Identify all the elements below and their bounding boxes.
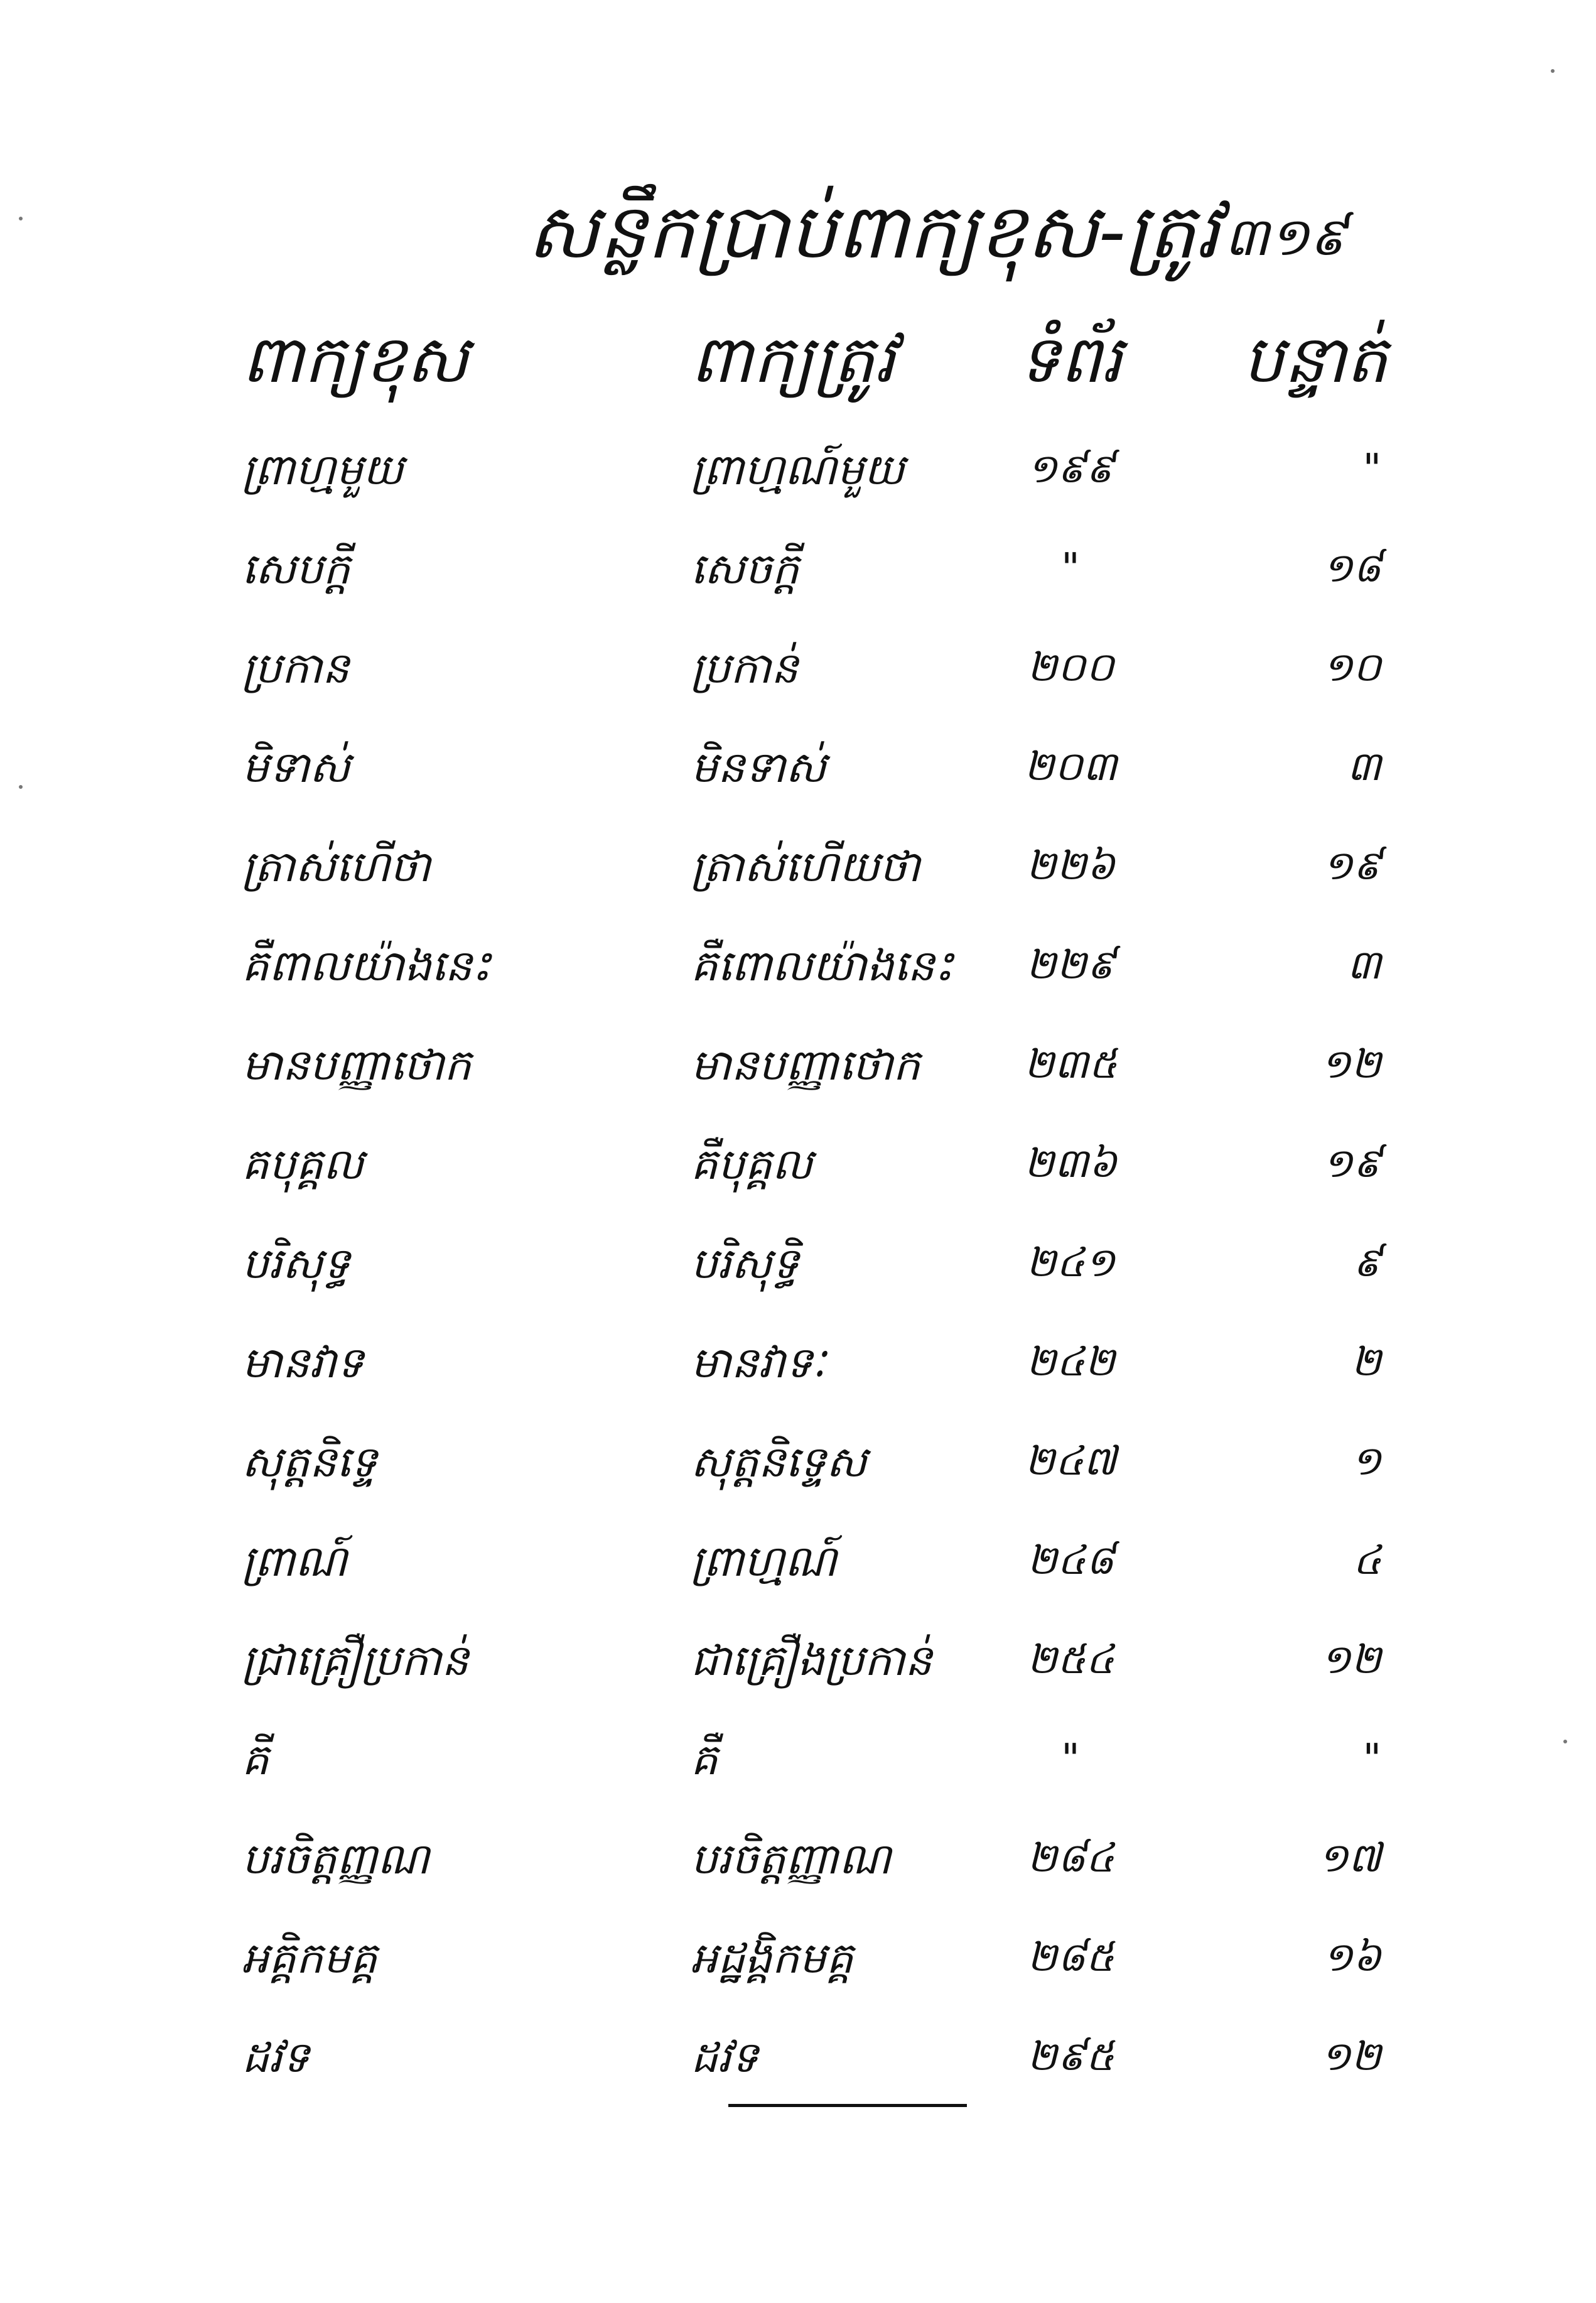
line-ref: ១៩ <box>1322 843 1381 889</box>
page-ref: ២៣៦ <box>1023 1141 1118 1187</box>
line-ref: ១២ <box>1320 1637 1381 1683</box>
wrong-word: គឺពាលយ៉ាងនេះ <box>242 941 491 991</box>
page-ref: ២៤៨ <box>1027 1537 1114 1584</box>
page-ref: ២០០ <box>1027 644 1114 691</box>
wrong-word: បរចិត្តញ្ញណ <box>242 1834 429 1884</box>
correct-word: គឺបុគ្គល <box>691 1140 813 1189</box>
page-ref: ២៤២ <box>1025 1339 1116 1385</box>
correct-word: មានវាទៈ <box>691 1338 826 1388</box>
wrong-word: សុត្តនិទ្ទេ <box>242 1438 377 1487</box>
line-ref: ១៧ <box>1318 1835 1381 1882</box>
line-ref: ៩ <box>1352 1240 1381 1286</box>
wrong-word: មានវាទ <box>242 1338 364 1388</box>
wrong-word: ព្រាណ៍ <box>242 1537 348 1586</box>
correct-word: មិនទាស់ <box>691 743 826 793</box>
wrong-word: បរិសុទ្ធ <box>242 1239 350 1289</box>
correct-word: អដ្ឋង្គិកមគ្គ <box>691 1934 853 1983</box>
wrong-word: មានបញ្ញាថោក <box>242 1041 472 1090</box>
correct-word: ប្រកាន់ <box>691 644 799 693</box>
wrong-word: អគ្គិកមគ្គ <box>242 1934 377 1983</box>
scan-speck <box>1551 69 1555 73</box>
wrong-word: ដវទ <box>242 2033 310 2083</box>
correct-word: សេចក្តី <box>691 545 799 594</box>
wrong-word: គី <box>242 1735 269 1785</box>
page-ref: ២០៣ <box>1023 744 1118 790</box>
correct-word: ដវទ <box>691 2033 758 2083</box>
line-ref: ១ <box>1351 1438 1381 1485</box>
page-ref: ១៩៩ <box>1027 446 1114 492</box>
page-title: សន្លឹកប្រាប់ពាក្យខុស-ត្រូវ <box>527 188 1220 276</box>
line-ref: " <box>1362 446 1381 492</box>
correct-word: សុត្តនិទ្ទេស <box>691 1438 867 1487</box>
closing-rule <box>728 2104 967 2107</box>
wrong-word: មិទាស់ <box>242 743 350 793</box>
header-correct-word: ពាក្យត្រូវ <box>691 321 896 398</box>
correct-word: គឺពោលយ៉ាងនេះ <box>691 941 954 991</box>
line-ref: " <box>1362 1736 1381 1782</box>
page-ref: ២២៦ <box>1025 843 1116 889</box>
page-ref: ២៤១ <box>1025 1240 1116 1286</box>
page-number: ៣១៩ <box>1224 206 1347 268</box>
correct-word: ព្រាហ្មណ៍ <box>691 1537 837 1586</box>
line-ref: ១២ <box>1320 2034 1381 2080</box>
wrong-word: គបុគ្គល <box>242 1140 364 1189</box>
page-ref: ២៣៥ <box>1023 1041 1118 1088</box>
correct-word: បរិសុទ្ធិ <box>691 1239 799 1289</box>
scan-speck <box>19 785 23 789</box>
line-ref: ១៩ <box>1322 1141 1381 1187</box>
wrong-word: ប្រកាន <box>242 644 350 693</box>
page-ref: ២៩៥ <box>1027 2034 1114 2080</box>
wrong-word: សេបក្តី <box>242 545 350 594</box>
line-ref: ១២ <box>1320 1041 1381 1088</box>
wrong-word: ត្រាស់ហើថា <box>242 842 431 892</box>
page-ref: ២២៩ <box>1025 942 1116 989</box>
correct-word: មានបញ្ញាថោក <box>691 1041 920 1090</box>
header-wrong-word: ពាក្យខុស <box>242 321 469 398</box>
page-ref: " <box>1061 545 1080 592</box>
line-ref: ៤ <box>1352 1537 1381 1584</box>
correct-word: ត្រាស់ហើយថា <box>691 842 920 892</box>
line-ref: ៣ <box>1347 744 1381 790</box>
line-ref: ១០ <box>1322 644 1381 691</box>
scan-speck <box>19 217 23 220</box>
line-ref: ១៦ <box>1322 1934 1381 1981</box>
page-ref: ២៨៥ <box>1027 1934 1114 1981</box>
line-ref: ១៨ <box>1322 545 1381 592</box>
correct-word: ព្រាហ្មណ៍មួយ <box>691 445 905 495</box>
scan-speck <box>1563 1740 1567 1743</box>
correct-word: គឺ <box>691 1735 718 1785</box>
table-header <box>0 321 1596 415</box>
page-ref: ២៨៤ <box>1027 1835 1114 1882</box>
page-ref: " <box>1061 1736 1080 1782</box>
header-page: ទំព័រ <box>1018 321 1123 398</box>
header-line: បន្ទាត់ <box>1242 321 1388 398</box>
page-ref: ២៤៧ <box>1024 1438 1117 1485</box>
correct-word: ជាគ្រឿងប្រកាន់ <box>691 1636 932 1686</box>
correct-word: បរចិត្តញ្ញាណ <box>691 1834 892 1884</box>
line-ref: ៣ <box>1347 942 1381 989</box>
wrong-word: ព្រាហ្មមួយ <box>242 445 404 495</box>
wrong-word: ជ្រាគ្រឿប្រកាន់ <box>242 1636 469 1686</box>
line-ref: ២ <box>1351 1339 1381 1385</box>
page-ref: ២៥៤ <box>1027 1637 1114 1683</box>
